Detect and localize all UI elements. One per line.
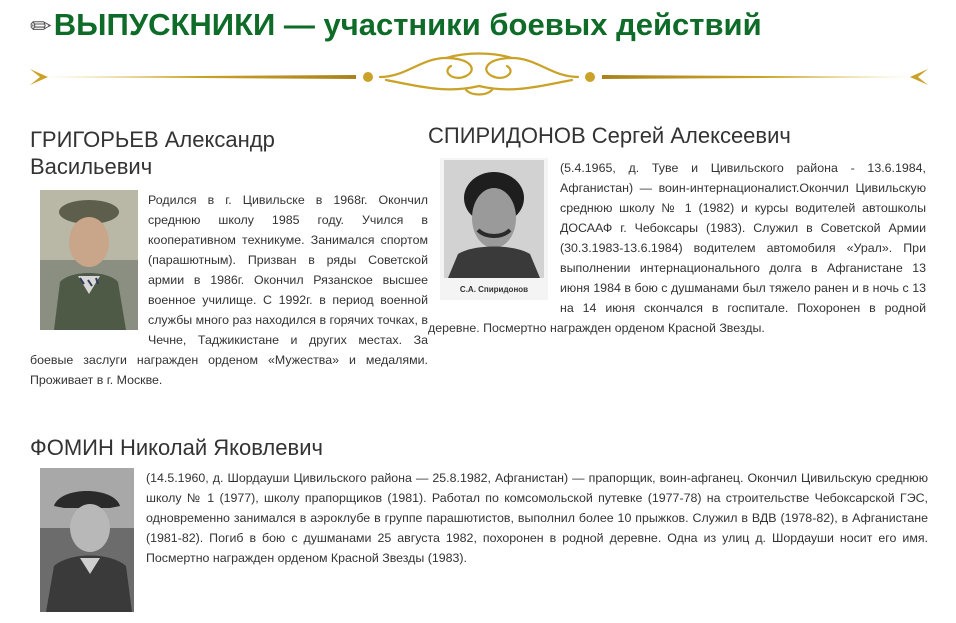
person-bio-text: (14.5.1960, д. Шордауши Цивильского района — 25.8.1982, Афганистан) — прапорщик, воин-афганец. Окончил Цивильскую среднюю школу № 1 (1977), школу прапорщиков (1981). Работал по комсомольской путевке (1977-78) на строительстве Чебоксарской ГЭС, одновременно занимался в аэроклубе в группе парашютистов, выполнил более 10 прыжков. Служил в ВДВ (1978-82), в Афганистане (1981-82). Погиб в бою с душманами 25 августа 1982, похоронен в родной деревне. Одна из улиц д. Шордауши носит его имя. Посмертно награжден орденом Красной Звезды (1983). (146, 471, 928, 565)
person-bio-text: Родился в г. Цивильске в 1968г. Окончил среднюю школу 1985 году. Учился в кооперативном техникуме. Занимался спортом (парашютным). Призван в ряды Советской армии в 1986г. Окончил Рязанское высшее военное училище. С 1992г. в период военной службы много раз находился в горячих точках, в Чечне, Таджикистане и других местах. За боевые заслуги награжден орденом «Мужества» и медалями. Проживает в г. Москве. (30, 193, 428, 387)
portrait-photo-spiridonov (440, 158, 548, 300)
ornament-right-line (602, 75, 914, 79)
person-bio-spiridonov (428, 158, 926, 338)
person-name-grigoriev (30, 126, 410, 180)
person-name-line1: ФОМИН Николай Яковлевич (30, 435, 323, 460)
person-name-fomin (30, 434, 530, 461)
person-bio-grigoriev (30, 190, 428, 390)
person-name-spiridonov (428, 122, 928, 149)
page-title (30, 6, 762, 45)
portrait-photo-grigoriev (40, 190, 138, 330)
ornament-divider (26, 50, 932, 100)
ornament-left-line (44, 75, 356, 79)
ornament-right-dot (585, 72, 595, 82)
photo-caption: С.А. Спиридонов (459, 285, 529, 294)
person-bio-text: (5.4.1965, д. Туве и Цивильского района - 13.6.1984, Афганистан) — воин-интернационалист.Окончил Цивильскую среднюю школу № 1 (1982) и курсы водителей автошколы ДОСААФ г. Чебоксары (1983). Служил в Советской Армии (30.3.1983-13.6.1984) водителем автомобиля «Урал». При выполнении интернационального долга в Афганистане 13 июня 1984 в бою с душманами был тяжело ранен и в ночь с 13 на 14 июня скончался в госпитале. Похоронен в родной деревне. Посмертно награжден орденом Красной Звезды. (428, 161, 926, 335)
person-bio-fomin (30, 468, 928, 612)
person-name-line2: Васильевич (30, 154, 153, 179)
ornament-flourish (380, 54, 578, 95)
person-name-line1: ГРИГОРЬЕВ Александр (30, 127, 275, 152)
person-name-line1: СПИРИДОНОВ Сергей Алексеевич (428, 123, 791, 148)
pencil-icon: ✏ (30, 11, 52, 41)
page-title-text: ВЫПУСКНИКИ — участники боевых действий (53, 7, 762, 42)
ornament-left-dot (363, 72, 373, 82)
portrait-photo-fomin (40, 468, 134, 612)
